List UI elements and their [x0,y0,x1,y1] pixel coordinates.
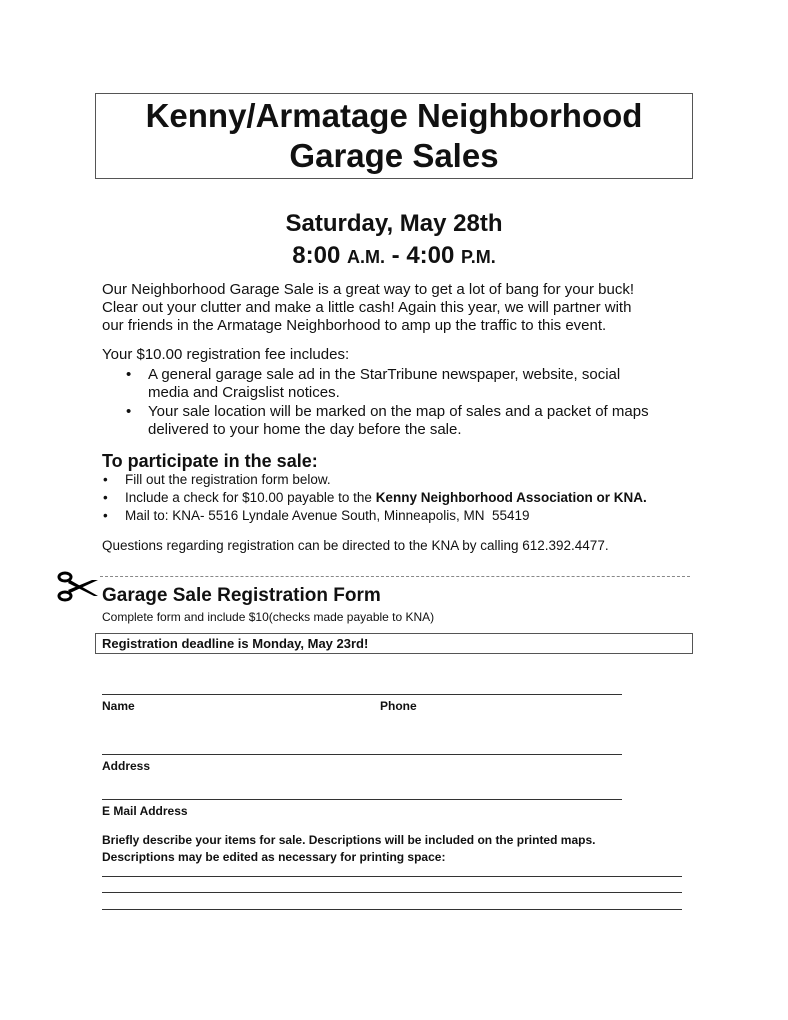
scissors-icon [56,570,100,604]
name-label: Name [102,699,135,713]
description-line[interactable] [102,892,682,893]
address-line[interactable] [102,754,622,755]
title-line-1: Kenny/Armatage Neighborhood [145,97,643,134]
intro-line: our friends in the Armatage Neighborhood to amp up the traffic to this event. [102,317,607,334]
deadline-text: Registration deadline is Monday, May 23rd! [102,636,369,651]
intro-line: Our Neighborhood Garage Sale is a great way to get a lot of bang for your buck! [102,281,634,298]
describe-text: Briefly describe your items for sale. Descriptions will be included on the printed maps. [102,833,596,847]
form-subtitle: Complete form and include $10(checks made payable to KNA) [102,610,435,624]
email-label: E Mail Address [102,804,188,818]
name-phone-line[interactable] [102,694,622,695]
payee: Kenny Neighborhood Association or KNA [375,490,643,505]
fee-item: A general garage sale ad in the StarTribune newspaper, website, social [148,366,621,383]
participate-heading: To participate in the sale: [102,451,318,471]
participate-item [125,490,647,505]
pm: P.M. [461,247,496,267]
event-date: Saturday, May 28th [285,210,503,237]
bullet: • [103,472,108,487]
start-time: 8:00 [292,242,341,269]
period: . [642,490,647,505]
email-line[interactable] [102,799,622,800]
intro-line: Clear out your clutter and make a little cash! Again this year, we will partner with [102,299,632,316]
bullet: • [103,508,108,523]
form-title: Garage Sale Registration Form [102,585,381,606]
fee-item: media and Craigslist notices. [148,384,340,401]
phone-label: Phone [380,699,417,713]
fee-item: Your sale location will be marked on the map of sales and a packet of maps [148,403,649,420]
bullet: • [103,490,108,505]
describe-text: Descriptions may be edited as necessary for printing space: [102,850,446,864]
participate-item: Mail to: KNA- 5516 Lyndale Avenue South, Minneapolis, MN 55419 [125,508,530,523]
bullet: • [126,366,132,383]
end-time: 4:00 [406,242,455,269]
dash: - [384,242,407,269]
check-text: Include a check for $10.00 payable to the [125,490,376,505]
questions-text: Questions regarding registration can be directed to the KNA by calling 612.392.4477. [102,538,609,553]
address-label: Address [102,759,151,773]
title-line-2: Garage Sales [289,137,499,174]
fee-item: delivered to your home the day before the sale. [148,421,462,438]
am: A.M. [346,247,385,267]
participate-item: Fill out the registration form below. [125,472,331,487]
bullet: • [126,403,132,420]
fee-heading: Your $10.00 registration fee includes: [102,346,350,363]
cut-line [100,576,690,577]
description-line[interactable] [102,876,682,877]
event-time [0,242,788,270]
description-line[interactable] [102,909,682,910]
